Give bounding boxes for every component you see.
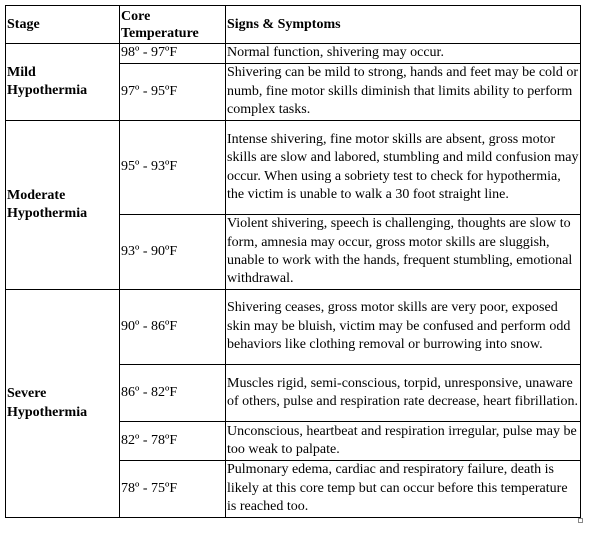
header-row [6,6,581,44]
table-row [6,44,581,64]
signs-cell: Muscles rigid, semi-conscious, torpid, unresponsive, unaware of others, pulse and respiration rate decrease, heart fibrillation. [226,365,581,422]
header-signs-symptoms: Signs & Symptoms [226,6,581,44]
resize-handle [578,518,583,523]
stage-moderate: Moderate Hypothermia [6,121,120,290]
stage-mild: Mild Hypothermia [6,44,120,121]
stage-severe: Severe Hypothermia [6,290,120,518]
table-row [6,290,581,365]
signs-cell: Normal function, shivering may occur. [226,44,581,64]
temp-cell: 95º - 93ºF [120,121,226,215]
signs-cell: Violent shivering, speech is challenging, thoughts are slow to form, amnesia may occur, gross motor skills are sluggish, unable to work with the hands, frequent stumbling, emotional withdrawal. [226,215,581,290]
temp-cell: 93º - 90ºF [120,215,226,290]
signs-cell: Shivering ceases, gross motor skills are very poor, exposed skin may be bluish, victim may be confused and perform odd behaviors like clothing removal or burrowing into snow. [226,290,581,365]
signs-cell: Shivering can be mild to strong, hands and feet may be cold or numb, fine motor skills diminish that limits ability to perform complex tasks. [226,64,581,121]
temp-cell: 78º - 75ºF [120,461,226,518]
hypothermia-table [5,5,581,518]
temp-cell: 82º - 78ºF [120,422,226,461]
header-stage: Stage [6,6,120,44]
temp-cell: 86º - 82ºF [120,365,226,422]
header-core-temperature: Core Temperature [120,6,226,44]
signs-cell: Unconscious, heartbeat and respiration irregular, pulse may be too weak to palpate. [226,422,581,461]
temp-cell: 97º - 95ºF [120,64,226,121]
temp-cell: 98º - 97ºF [120,44,226,64]
temp-cell: 90º - 86ºF [120,290,226,365]
signs-cell: Pulmonary edema, cardiac and respiratory failure, death is likely at this core temp but can occur before this temperature is reached too. [226,461,581,518]
table-row [6,121,581,215]
signs-cell: Intense shivering, fine motor skills are absent, gross motor skills are slow and labored, stumbling and mild confusion may occur. When using a sobriety test to check for hypothermia, the victim is unable to walk a 30 foot straight line. [226,121,581,215]
